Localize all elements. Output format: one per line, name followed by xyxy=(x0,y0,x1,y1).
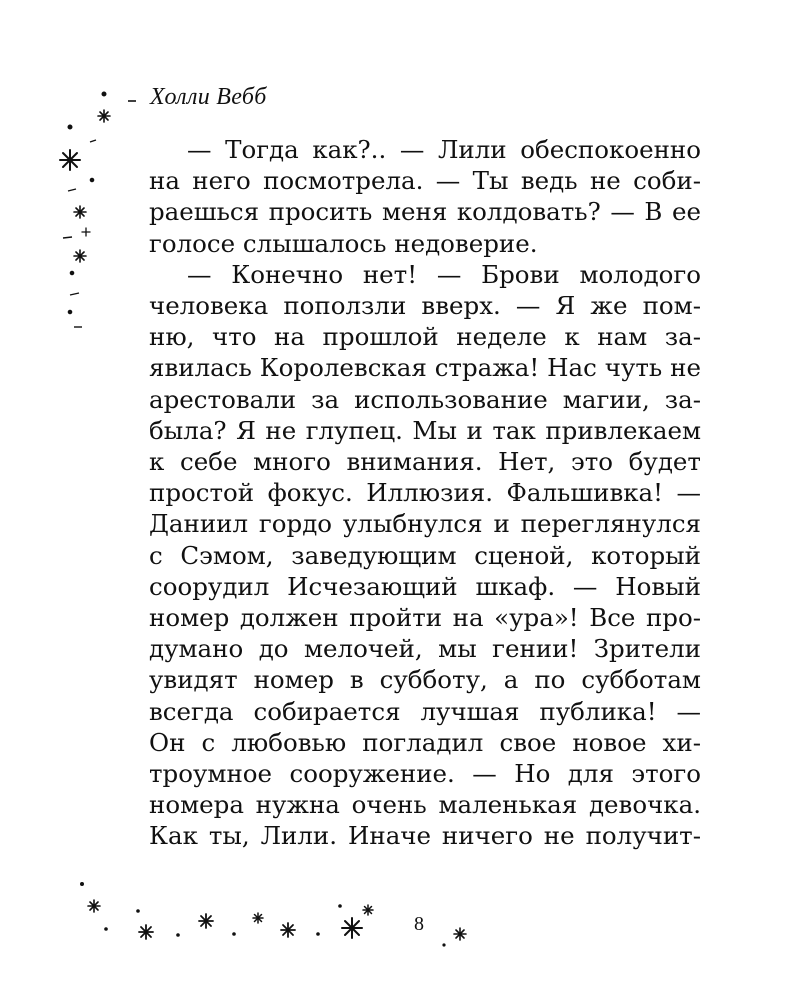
text-line: думано до мелочей, мы гении! Зрители xyxy=(149,634,701,664)
text-line: голосе слышалось недоверие. xyxy=(149,228,538,258)
sparkle-star-icon xyxy=(74,206,86,218)
sparkle-dot-icon xyxy=(442,943,445,946)
sparkle-star-icon xyxy=(82,228,90,236)
sparkle-star-icon xyxy=(454,928,466,940)
sparkle-dot-icon xyxy=(80,882,84,886)
text-line: простой фокус. Иллюзия. Фальшивка! — xyxy=(149,478,701,508)
text-line: арестовали за использование магии, за- xyxy=(149,384,701,414)
sparkle-dot-icon xyxy=(316,932,320,936)
text-line: ню, что на прошлой неделе к нам за- xyxy=(149,322,701,352)
text-line: всегда собирается лучшая публика! — xyxy=(149,696,701,726)
sparkle-dash-icon xyxy=(70,293,79,295)
text-line: явилась Королевская стража! Нас чуть не xyxy=(149,353,701,383)
text-line: человека поползли вверх. — Я же пом- xyxy=(149,291,701,321)
paragraph xyxy=(149,134,701,259)
sparkle-dash-icon xyxy=(68,189,76,191)
text-line: номера нужна очень маленькая девочка. xyxy=(149,790,701,820)
sparkle-star-icon xyxy=(199,914,213,928)
text-line: увидят номер в субботу, а по субботам xyxy=(149,665,701,695)
sparkle-star-icon xyxy=(139,925,153,939)
paragraph xyxy=(149,259,701,852)
sparkle-dash-icon xyxy=(90,140,96,142)
sparkle-star-icon xyxy=(74,250,86,262)
text-line: раешься просить меня колдовать? — В ее xyxy=(149,197,701,227)
sparkle-dot-icon xyxy=(90,178,94,182)
sparkle-dot-icon xyxy=(102,92,106,96)
sparkle-dot-icon xyxy=(68,125,72,129)
text-line: Как ты, Лили. Иначе ничего не получит- xyxy=(149,821,701,851)
sparkle-dot-icon xyxy=(176,933,180,937)
sparkle-star-icon xyxy=(88,900,100,912)
sparkle-dot-icon xyxy=(68,310,72,314)
text-line: Он с любовью погладил свое новое хи- xyxy=(149,727,701,757)
sparkle-dot-icon xyxy=(338,904,342,908)
text-line: с Сэмом, заведующим сценой, который xyxy=(149,540,701,570)
sparkle-star-icon xyxy=(60,150,80,170)
body-text xyxy=(149,134,701,852)
text-line: троумное сооружение. — Но для этого xyxy=(149,759,701,789)
text-line: Даниил гордо улыбнулся и переглянулся xyxy=(149,509,701,539)
text-line: на него посмотрела. — Ты ведь не соби- xyxy=(149,166,701,196)
text-line: номер должен пройти на «ура»! Все про- xyxy=(149,603,701,633)
running-header-title: Холли Вебб xyxy=(150,84,267,110)
text-line: была? Я не глупец. Мы и так привлекаем xyxy=(149,415,701,445)
text-line: — Тогда как?.. — Лили обеспокоенно xyxy=(187,135,701,164)
sparkle-star-icon xyxy=(281,923,295,937)
sparkle-dash-icon xyxy=(63,237,72,238)
sparkle-dot-icon xyxy=(70,271,74,275)
sparkle-star-icon xyxy=(98,110,110,122)
sparkle-star-icon xyxy=(342,918,362,938)
sparkle-star-icon xyxy=(363,905,373,915)
sparkle-dot-icon xyxy=(232,932,236,936)
text-line: соорудил Исчезающий шкаф. — Новый xyxy=(149,571,701,601)
text-line: к себе много внимания. Нет, это будет xyxy=(149,447,701,477)
sparkle-star-icon xyxy=(253,913,263,923)
sparkle-dot-icon xyxy=(104,927,108,931)
text-line: — Конечно нет! — Брови молодого xyxy=(187,259,701,289)
sparkle-dot-icon xyxy=(136,909,140,913)
page-number: 8 xyxy=(414,913,424,935)
